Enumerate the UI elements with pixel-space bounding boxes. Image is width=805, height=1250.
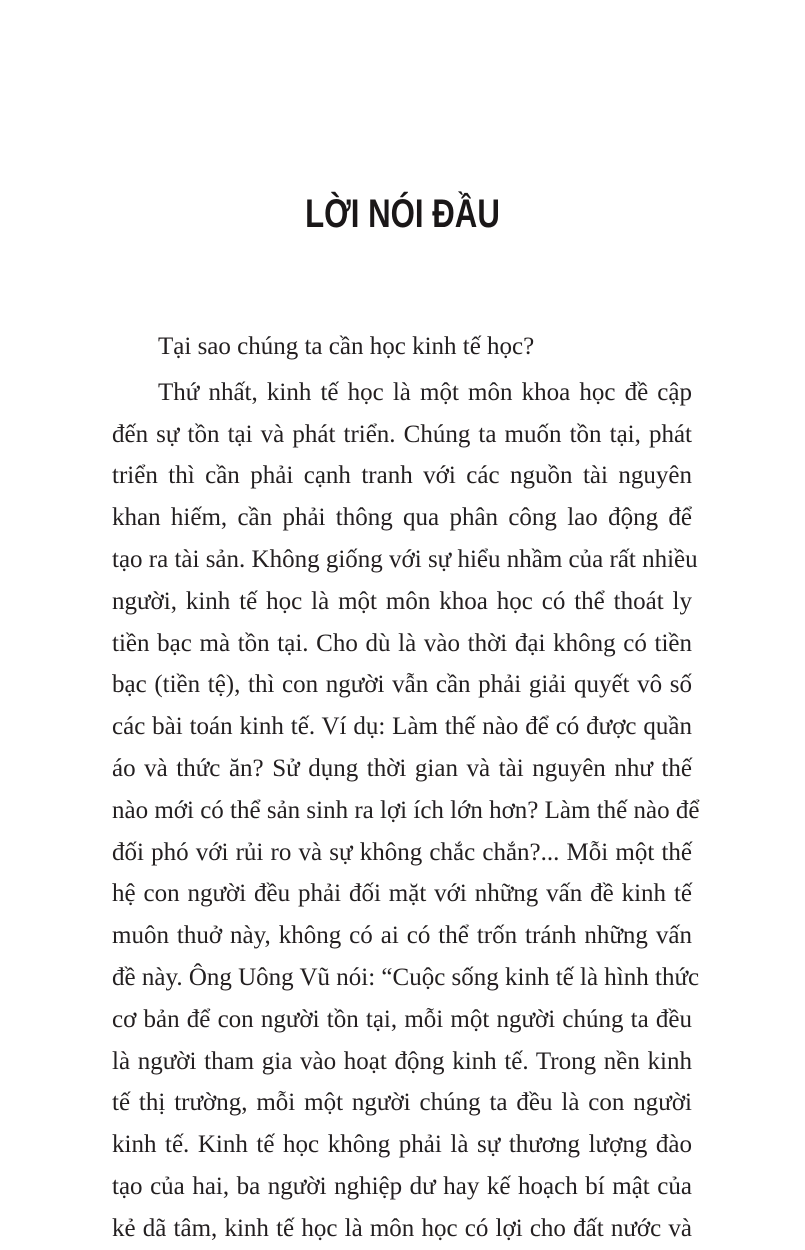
text-line: tế thị trường, mỗi một người chúng ta đều là con người [112,1089,692,1117]
text-line: đến sự tồn tại và phát triển. Chúng ta muốn tồn tại, phát [112,420,692,448]
text-line: tạo của hai, ba người nghiệp dư hay kế hoạch bí mật của [112,1172,692,1200]
text-line: tạo ra tài sản. Không giống với sự hiểu nhầm của rất nhiều [112,545,698,573]
text-line: bạc (tiền tệ), thì con người vẫn cần phải giải quyết vô số [112,671,692,699]
paragraph-main [112,372,700,1250]
text-line: kinh tế. Kinh tế học không phải là sự thương lượng đào [112,1131,692,1159]
body-text [112,326,700,1250]
chapter-title: LỜI NÓI ĐẦU [305,192,500,236]
text-line: người, kinh tế học là một môn khoa học có thể thoát ly [112,587,692,615]
text-line: triển thì cần phải cạnh tranh với các nguồn tài nguyên [112,462,692,490]
text-line: hệ con người đều phải đối mặt với những vấn đề kinh tế [112,880,692,908]
text-line: nào mới có thể sản sinh ra lợi ích lớn hơn? Làm thế nào để [112,796,700,824]
text-line: áo và thức ăn? Sử dụng thời gian và tài nguyên như thế [112,754,692,782]
text-line: Thứ nhất, kinh tế học là một môn khoa học đề cập [158,378,692,406]
text-line: tiền bạc mà tồn tại. Cho dù là vào thời đại không có tiền [112,629,692,657]
text-line: cơ bản để con người tồn tại, mỗi một người chúng ta đều [112,1005,692,1033]
text-line: đề này. Ông Uông Vũ nói: “Cuộc sống kinh tế là hình thức [112,963,700,991]
text-line: khan hiếm, cần phải thông qua phân công lao động để [112,504,692,532]
text-line: kẻ dã tâm, kinh tế học là môn học có lợi cho đất nước và [112,1214,692,1242]
paragraph-question [112,326,692,368]
text-line: là người tham gia vào hoạt động kinh tế. Trong nền kinh [112,1047,692,1075]
text-line: các bài toán kinh tế. Ví dụ: Làm thế nào để có được quần [112,713,692,741]
text-line: Tại sao chúng ta cần học kinh tế học? [158,333,535,360]
text-line: đối phó với rủi ro và sự không chắc chắn?... Mỗi một thế [112,838,692,866]
text-line: muôn thuở này, không có ai có thể trốn tránh những vấn [112,922,692,950]
